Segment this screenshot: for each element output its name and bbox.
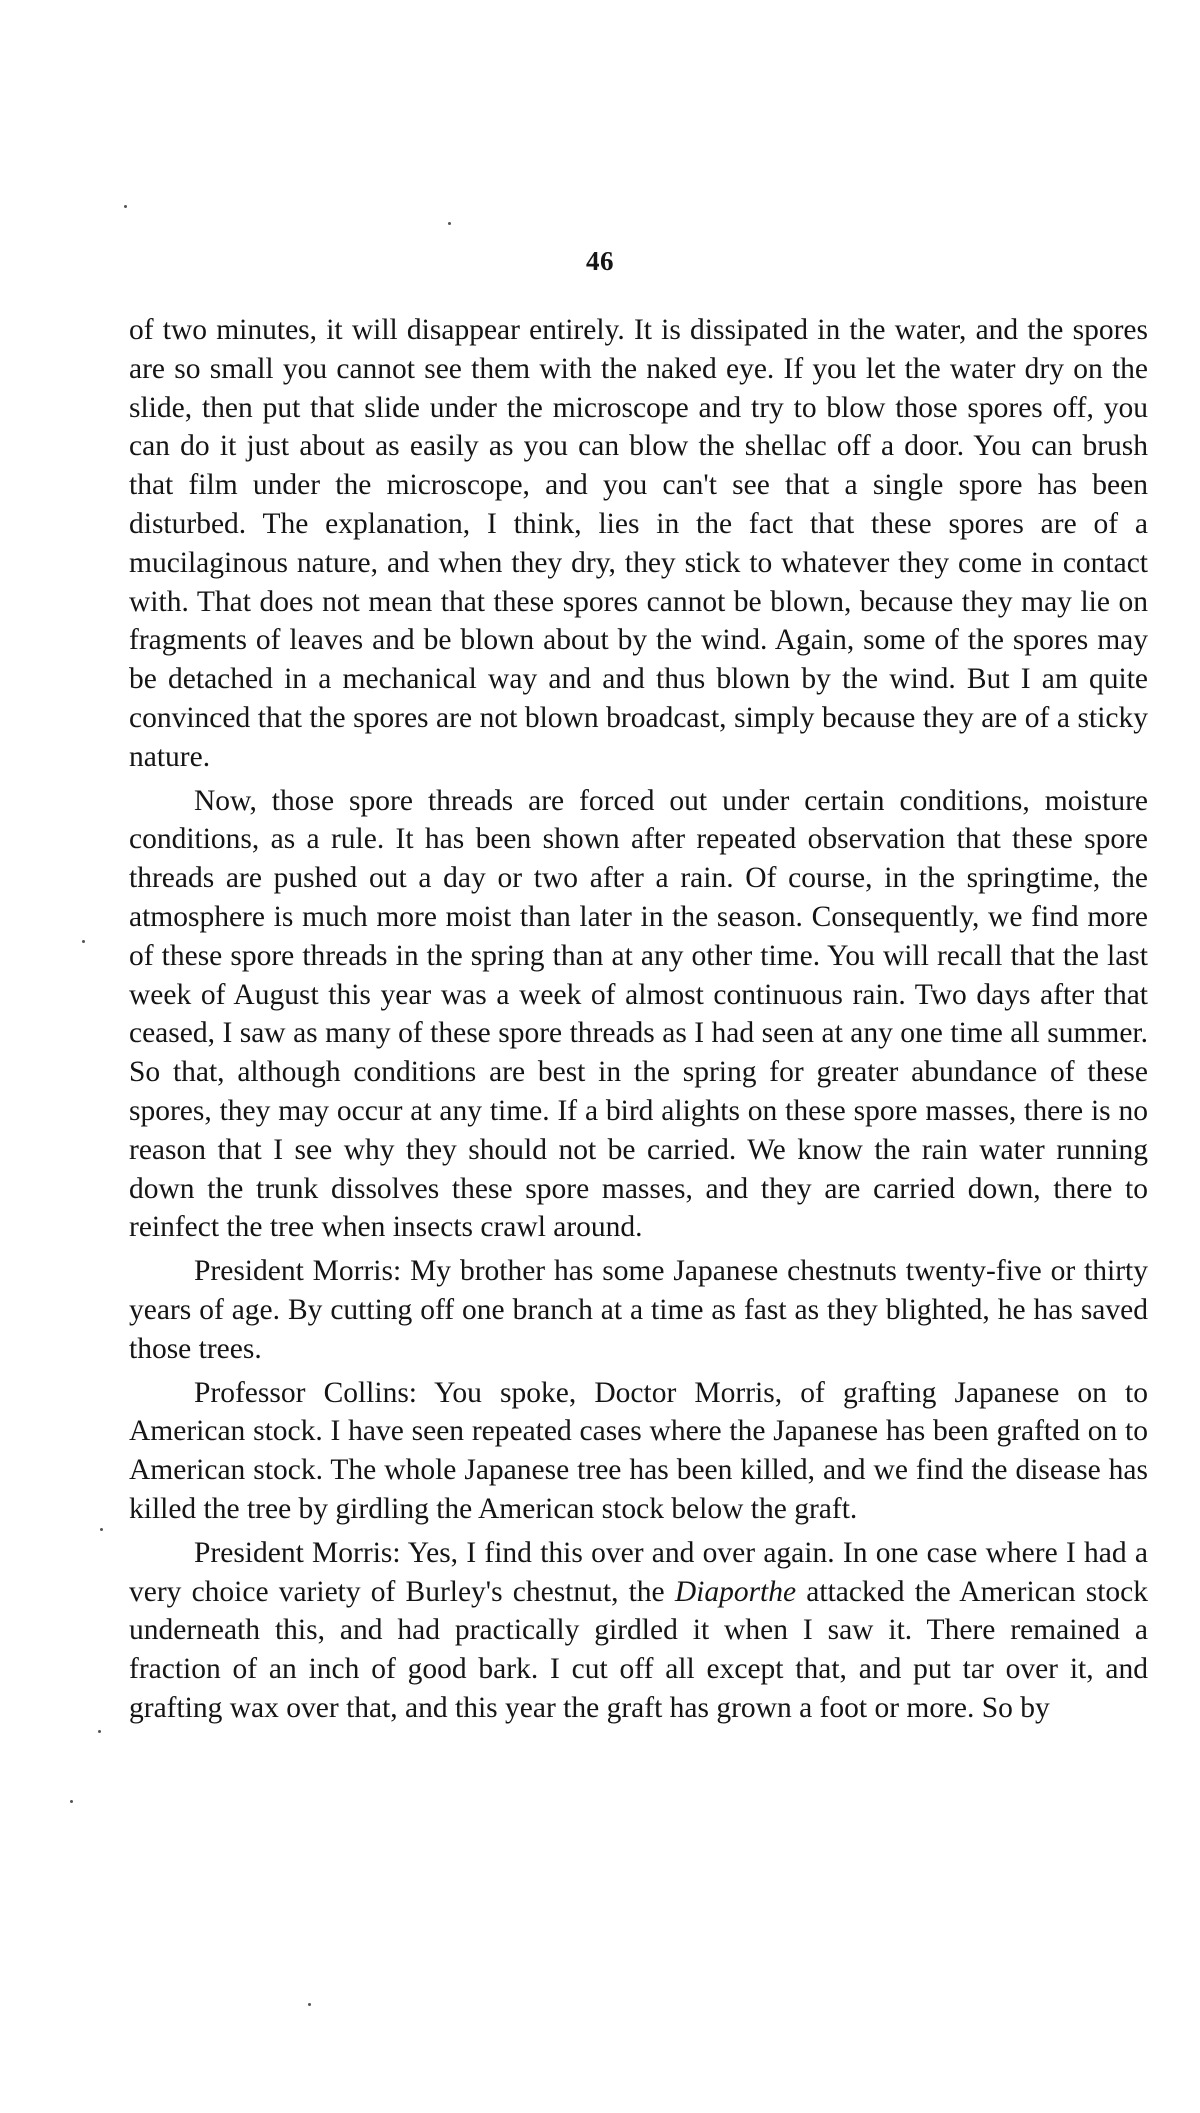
paragraph-continuation: of two minutes, it will disappear entirely. It is dissipated in the water, and the spores are so small you cannot see them with the naked eye. If you let the water dry on the slide, then put that slide under the microscope and try to blow those spores off, you can do it just about as easily as you can blow the shellac off a door. You can brush that film under the microscope, and you can't see that a single spore has been disturbed. The explanation, I think, lies in the fact that these spores are of a mucilaginous nature, and when they dry, they stick to whatever they come in contact with. That does not mean that these spores cannot be blown, because they may lie on fragments of leaves and be blown about by the wind. Again, some of the spores may be detached in a mechanical way and and thus blown by the wind. But I am quite convinced that the spores are not blown broadcast, simply because they are of a sticky nature. bbox=[129, 314, 1148, 773]
paragraph-president-morris-2 bbox=[129, 1534, 1148, 1728]
scan-speck bbox=[448, 222, 451, 225]
scan-speck bbox=[70, 1800, 73, 1803]
scan-speck bbox=[98, 1730, 101, 1733]
paragraph-president-morris-1 bbox=[129, 1252, 1148, 1368]
paragraph-spore-threads: Now, those spore threads are forced out under certain conditions, moisture conditions, as a rule. It has been shown after repeated observation that these spore threads are pushed out a day or two after a rain. Of course, in the springtime, the atmosphere is much more moist than later in the season. Consequently, we find more of these spore threads in the spring than at any other time. You will recall that the last week of August this year was a week of almost continuous rain. Two days after that ceased, I saw as many of these spore threads as I had seen at any one time all summer. So that, although conditions are best in the spring for greater abundance of these spores, they may occur at any time. If a bird alights on these spore masses, there is no reason that I see why they should not be carried. We know the rain water running down the trunk dissolves these spore masses, and they are carried down, there to reinfect the tree when insects crawl around. bbox=[129, 784, 1148, 1244]
paragraph-professor-collins bbox=[129, 1374, 1148, 1529]
speech-text: My brother has some Japanese chestnuts twenty-five or thirty years of age. By cutting off one branch at a time as fast as they blighted, he has saved those trees. bbox=[129, 1255, 1149, 1365]
scan-speck bbox=[82, 940, 85, 943]
speaker-label: President Morris: bbox=[194, 1536, 401, 1569]
speaker-label: President Morris: bbox=[194, 1255, 402, 1288]
scan-speck bbox=[124, 205, 127, 208]
scan-speck bbox=[308, 2003, 311, 2006]
speaker-label: Professor Collins: bbox=[194, 1376, 418, 1409]
body-text bbox=[129, 311, 1148, 1728]
speech-text: You spoke, Doctor Morris, of grafting Japanese on to American stock. I have seen repeated cases where the Japanese has been grafted on to American stock. The whole Japanese tree has been killed, and we find the disease has killed the tree by girdling the American stock below the graft. bbox=[129, 1376, 1149, 1525]
speech-text-after: attacked the American stock underneath this, and had practically girdled it when I saw it. There remained a fraction of an inch of good bark. I cut off all except that, and put tar over it, and grafting wax over that, and this year the graft has grown a foot or more. So by bbox=[129, 1575, 1149, 1724]
italic-term: Diaporthe bbox=[674, 1575, 797, 1608]
page-number: 46 bbox=[586, 246, 614, 276]
scan-speck bbox=[100, 1528, 103, 1531]
speech-text-before: Yes, I find this over and over again. In one case where I had a very choice variety of Burley's chestnut, the bbox=[129, 1536, 1148, 1608]
